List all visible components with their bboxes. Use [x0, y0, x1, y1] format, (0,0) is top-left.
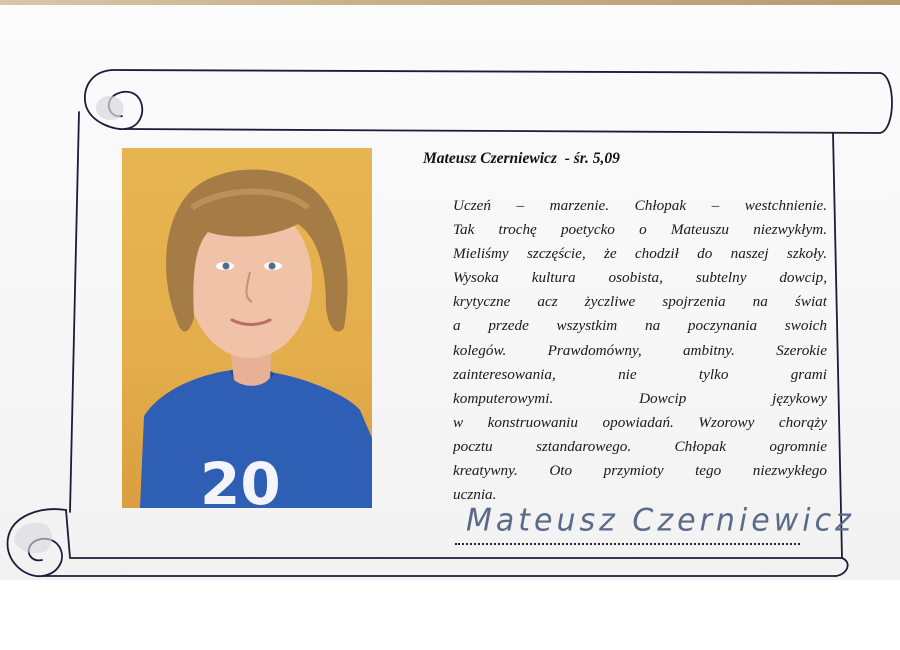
student-header: [423, 150, 833, 168]
description-line: Uczeń – marzenie. Chłopak – westchnienie.: [453, 197, 827, 214]
description-line: Wysoka kultura osobista, subtelny dowcip,: [453, 269, 827, 287]
description-line: Mieliśmy szczęście, że chodził do naszej szkoły.: [453, 245, 827, 263]
description-line: ucznia.: [453, 486, 497, 504]
header-separator: -: [564, 150, 570, 167]
grade-average: 5,09: [592, 150, 620, 167]
frame-left-line: [70, 112, 79, 512]
description-line: komputerowymi. Dowcip językowy: [453, 389, 827, 407]
description-line: pocztu sztandarowego. Chłopak ogromnie: [453, 437, 827, 455]
student-description: [453, 194, 827, 507]
student-photo: [122, 148, 372, 508]
scroll-top-edge: [112, 70, 880, 73]
description-line: zainteresowania, nie tylko grami: [453, 365, 827, 383]
description-line: w konstruowaniu opowiadań. Wzorowy chorąży: [453, 413, 827, 431]
student-name: Mateusz Czerniewicz: [423, 150, 557, 167]
scroll-top-inner-edge: [124, 129, 880, 133]
frame-right-line: [833, 133, 842, 558]
signature-dotted-line: [455, 533, 800, 545]
shirt-print: 20: [200, 450, 281, 508]
scroll-top-right-cap: [880, 73, 892, 133]
description-line: Tak trochę poetycko o Mateuszu niezwykłym.: [453, 221, 827, 239]
description-line: a przede wszystkim na poczynania swoich: [453, 317, 827, 335]
description-line: kolegów. Prawdomówny, ambitny. Szerokie: [453, 341, 827, 359]
scroll-bottom-right-cap: [836, 558, 848, 576]
description-line: krytyczne acz życzliwe spojrzenia na świat: [453, 293, 827, 311]
handwritten-signature: Mateusz Czerniewicz: [466, 502, 855, 539]
description-line: kreatywny. Oto przymioty tego niezwykłego: [453, 462, 827, 480]
average-label: śr.: [573, 150, 589, 167]
